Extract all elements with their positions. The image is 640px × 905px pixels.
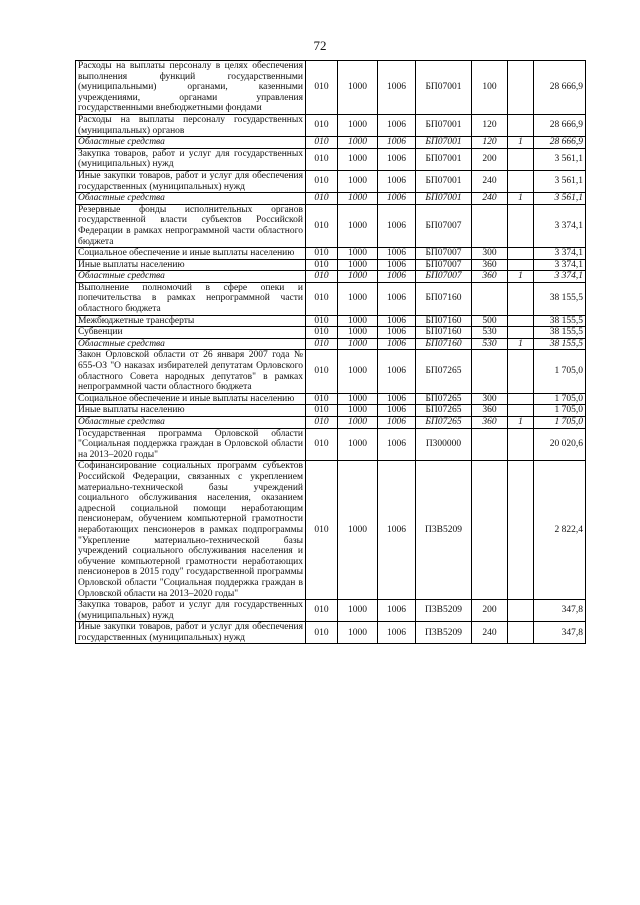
row-expense-type: 360 xyxy=(472,405,508,417)
page-number: 72 xyxy=(313,38,327,53)
row-source-code xyxy=(508,600,534,622)
row-section-code: 1000 xyxy=(338,204,378,247)
row-subsection-code: 1006 xyxy=(378,282,416,315)
row-expense-type xyxy=(472,461,508,600)
row-expense-type: 240 xyxy=(472,193,508,205)
row-grbs-code: 010 xyxy=(306,282,338,315)
row-amount: 347,8 xyxy=(534,622,586,644)
table-row xyxy=(76,193,586,205)
row-subsection-code: 1006 xyxy=(378,248,416,260)
row-expense-type: 200 xyxy=(472,148,508,170)
table-row xyxy=(76,393,586,405)
row-target-article: БП07007 xyxy=(416,259,472,271)
row-subsection-code: 1006 xyxy=(378,137,416,149)
row-section-code: 1000 xyxy=(338,148,378,170)
row-amount: 1 705,0 xyxy=(534,417,586,429)
row-amount: 28 666,9 xyxy=(534,61,586,115)
row-source-code xyxy=(508,350,534,393)
row-source-code xyxy=(508,622,534,644)
row-section-code: 1000 xyxy=(338,114,378,136)
row-grbs-code: 010 xyxy=(306,170,338,192)
row-section-code: 1000 xyxy=(338,327,378,339)
row-grbs-code: 010 xyxy=(306,204,338,247)
row-target-article: П3В5209 xyxy=(416,461,472,600)
row-grbs-code: 010 xyxy=(306,338,338,350)
table-row xyxy=(76,405,586,417)
row-grbs-code: 010 xyxy=(306,61,338,115)
row-section-code: 1000 xyxy=(338,170,378,192)
row-source-code xyxy=(508,282,534,315)
row-subsection-code: 1006 xyxy=(378,622,416,644)
row-amount: 20 020,6 xyxy=(534,428,586,461)
row-expense-type: 360 xyxy=(472,417,508,429)
row-amount: 38 155,5 xyxy=(534,327,586,339)
table-body xyxy=(76,61,586,644)
budget-table xyxy=(75,60,586,644)
row-expense-type xyxy=(472,282,508,315)
table-row xyxy=(76,114,586,136)
row-expense-type: 120 xyxy=(472,114,508,136)
row-source-code: 1 xyxy=(508,417,534,429)
row-section-code: 1000 xyxy=(338,248,378,260)
row-subsection-code: 1006 xyxy=(378,271,416,283)
row-grbs-code: 010 xyxy=(306,428,338,461)
row-grbs-code: 010 xyxy=(306,600,338,622)
row-amount: 38 155,5 xyxy=(534,282,586,315)
table-row xyxy=(76,248,586,260)
row-section-code: 1000 xyxy=(338,193,378,205)
row-amount: 3 561,1 xyxy=(534,193,586,205)
row-description: Межбюджетные трансферты xyxy=(76,315,306,327)
row-expense-type: 360 xyxy=(472,259,508,271)
row-amount: 3 561,1 xyxy=(534,148,586,170)
row-section-code: 1000 xyxy=(338,61,378,115)
row-subsection-code: 1006 xyxy=(378,327,416,339)
row-target-article: БП07001 xyxy=(416,61,472,115)
table-row xyxy=(76,338,586,350)
row-target-article: БП07160 xyxy=(416,315,472,327)
row-amount: 3 374,1 xyxy=(534,271,586,283)
row-subsection-code: 1006 xyxy=(378,204,416,247)
row-target-article: БП07007 xyxy=(416,248,472,260)
table-row xyxy=(76,148,586,170)
row-subsection-code: 1006 xyxy=(378,600,416,622)
row-target-article: БП07007 xyxy=(416,204,472,247)
row-expense-type: 240 xyxy=(472,170,508,192)
row-source-code xyxy=(508,248,534,260)
row-grbs-code: 010 xyxy=(306,193,338,205)
row-amount: 28 666,9 xyxy=(534,137,586,149)
row-section-code: 1000 xyxy=(338,428,378,461)
row-expense-type: 300 xyxy=(472,393,508,405)
row-description: Иные закупки товаров, работ и услуг для обеспечения государственных (муниципальных) нужд xyxy=(76,170,306,192)
row-section-code: 1000 xyxy=(338,282,378,315)
row-target-article: БП07001 xyxy=(416,137,472,149)
row-source-code xyxy=(508,393,534,405)
row-description: Расходы на выплаты персоналу в целях обеспечения выполнения функций государственными (муниципальными) органами, казенными учреждениями, органами управления государственными внебюджетными фондами xyxy=(76,61,306,115)
table-row xyxy=(76,327,586,339)
row-section-code: 1000 xyxy=(338,600,378,622)
row-grbs-code: 010 xyxy=(306,259,338,271)
row-subsection-code: 1006 xyxy=(378,338,416,350)
row-section-code: 1000 xyxy=(338,622,378,644)
row-amount: 38 155,5 xyxy=(534,315,586,327)
row-description: Расходы на выплаты персоналу государственных (муниципальных) органов xyxy=(76,114,306,136)
table-row xyxy=(76,61,586,115)
row-description: Иные закупки товаров, работ и услуг для обеспечения государственных (муниципальных) нужд xyxy=(76,622,306,644)
row-target-article: БП07001 xyxy=(416,114,472,136)
row-subsection-code: 1006 xyxy=(378,193,416,205)
row-expense-type: 500 xyxy=(472,315,508,327)
table-row xyxy=(76,428,586,461)
row-subsection-code: 1006 xyxy=(378,170,416,192)
row-expense-type: 200 xyxy=(472,600,508,622)
row-source-code: 1 xyxy=(508,137,534,149)
row-description: Областные средства xyxy=(76,417,306,429)
row-grbs-code: 010 xyxy=(306,248,338,260)
row-section-code: 1000 xyxy=(338,461,378,600)
row-section-code: 1000 xyxy=(338,137,378,149)
row-target-article: БП07265 xyxy=(416,405,472,417)
row-grbs-code: 010 xyxy=(306,271,338,283)
row-section-code: 1000 xyxy=(338,350,378,393)
row-amount: 3 374,1 xyxy=(534,259,586,271)
row-target-article: П3В5209 xyxy=(416,622,472,644)
row-amount: 3 374,1 xyxy=(534,204,586,247)
row-target-article: П3В5209 xyxy=(416,600,472,622)
table-row xyxy=(76,315,586,327)
table-row xyxy=(76,170,586,192)
row-expense-type: 300 xyxy=(472,248,508,260)
row-grbs-code: 010 xyxy=(306,461,338,600)
row-amount: 347,8 xyxy=(534,600,586,622)
row-source-code xyxy=(508,170,534,192)
row-source-code xyxy=(508,428,534,461)
row-subsection-code: 1006 xyxy=(378,148,416,170)
row-description: Субвенции xyxy=(76,327,306,339)
row-amount: 3 561,1 xyxy=(534,170,586,192)
row-grbs-code: 010 xyxy=(306,622,338,644)
table-row xyxy=(76,204,586,247)
row-subsection-code: 1006 xyxy=(378,61,416,115)
row-expense-type xyxy=(472,204,508,247)
row-target-article: БП07160 xyxy=(416,338,472,350)
row-source-code xyxy=(508,148,534,170)
row-description: Выполнение полномочий в сфере опеки и попечительства в рамках непрограммной части областного бюджета xyxy=(76,282,306,315)
row-grbs-code: 010 xyxy=(306,148,338,170)
row-grbs-code: 010 xyxy=(306,393,338,405)
row-target-article: БП07160 xyxy=(416,282,472,315)
row-grbs-code: 010 xyxy=(306,137,338,149)
row-target-article: БП07007 xyxy=(416,271,472,283)
row-description: Софинансирование социальных программ субъектов Российской Федерации, связанных с укреплением материально-технической базы учреждений социального обслуживания населения, оказанием адресной социальной помощи неработающим пенсионерам, обучением компьютерной грамотности неработающих пенсионеров в рамках подпрограммы "Укрепление материально-технической базы учреждений социального обслуживания населения и обучение компьютерной грамотности неработающих пенсионеров в 2015 году" государственной программы Орловской области "Социальная поддержка граждан в Орловской области на 2013–2020 годы" xyxy=(76,461,306,600)
row-subsection-code: 1006 xyxy=(378,350,416,393)
row-source-code: 1 xyxy=(508,193,534,205)
row-section-code: 1000 xyxy=(338,271,378,283)
row-description: Областные средства xyxy=(76,193,306,205)
table-row xyxy=(76,600,586,622)
row-target-article: П300000 xyxy=(416,428,472,461)
row-section-code: 1000 xyxy=(338,315,378,327)
row-description: Иные выплаты населению xyxy=(76,259,306,271)
row-subsection-code: 1006 xyxy=(378,114,416,136)
row-grbs-code: 010 xyxy=(306,417,338,429)
row-expense-type xyxy=(472,428,508,461)
row-description: Областные средства xyxy=(76,137,306,149)
row-source-code: 1 xyxy=(508,338,534,350)
table-row xyxy=(76,282,586,315)
row-subsection-code: 1006 xyxy=(378,393,416,405)
table-row xyxy=(76,137,586,149)
row-description: Иные выплаты населению xyxy=(76,405,306,417)
row-amount: 28 666,9 xyxy=(534,114,586,136)
row-amount: 2 822,4 xyxy=(534,461,586,600)
row-expense-type: 240 xyxy=(472,622,508,644)
row-description: Закупка товаров, работ и услуг для государственных (муниципальных) нужд xyxy=(76,148,306,170)
row-expense-type: 100 xyxy=(472,61,508,115)
row-description: Социальное обеспечение и иные выплаты населению xyxy=(76,393,306,405)
row-description: Закупка товаров, работ и услуг для государственных (муниципальных) нужд xyxy=(76,600,306,622)
table-row xyxy=(76,271,586,283)
row-source-code xyxy=(508,204,534,247)
row-grbs-code: 010 xyxy=(306,327,338,339)
row-target-article: БП07265 xyxy=(416,417,472,429)
row-source-code: 1 xyxy=(508,271,534,283)
table-row xyxy=(76,350,586,393)
row-subsection-code: 1006 xyxy=(378,315,416,327)
table-row xyxy=(76,461,586,600)
row-source-code xyxy=(508,315,534,327)
row-expense-type: 530 xyxy=(472,327,508,339)
row-subsection-code: 1006 xyxy=(378,417,416,429)
row-subsection-code: 1006 xyxy=(378,405,416,417)
row-expense-type: 120 xyxy=(472,137,508,149)
row-source-code xyxy=(508,61,534,115)
row-expense-type: 360 xyxy=(472,271,508,283)
row-subsection-code: 1006 xyxy=(378,259,416,271)
row-section-code: 1000 xyxy=(338,393,378,405)
row-source-code xyxy=(508,327,534,339)
row-subsection-code: 1006 xyxy=(378,461,416,600)
row-grbs-code: 010 xyxy=(306,350,338,393)
row-section-code: 1000 xyxy=(338,338,378,350)
row-section-code: 1000 xyxy=(338,417,378,429)
row-grbs-code: 010 xyxy=(306,405,338,417)
row-source-code xyxy=(508,405,534,417)
row-amount: 3 374,1 xyxy=(534,248,586,260)
row-expense-type: 530 xyxy=(472,338,508,350)
row-section-code: 1000 xyxy=(338,259,378,271)
row-source-code xyxy=(508,461,534,600)
row-source-code xyxy=(508,114,534,136)
row-target-article: БП07160 xyxy=(416,327,472,339)
row-description: Областные средства xyxy=(76,338,306,350)
row-target-article: БП07265 xyxy=(416,393,472,405)
row-description: Социальное обеспечение и иные выплаты населению xyxy=(76,248,306,260)
row-amount: 1 705,0 xyxy=(534,350,586,393)
row-target-article: БП07001 xyxy=(416,193,472,205)
row-amount: 38 155,5 xyxy=(534,338,586,350)
row-description: Резервные фонды исполнительных органов государственной власти субъектов Российской Федерации в рамках непрограммной части областного бюджета xyxy=(76,204,306,247)
row-section-code: 1000 xyxy=(338,405,378,417)
row-target-article: БП07265 xyxy=(416,350,472,393)
row-subsection-code: 1006 xyxy=(378,428,416,461)
table-row xyxy=(76,259,586,271)
row-target-article: БП07001 xyxy=(416,170,472,192)
row-description: Областные средства xyxy=(76,271,306,283)
table-row xyxy=(76,417,586,429)
table-row xyxy=(76,622,586,644)
row-expense-type xyxy=(472,350,508,393)
row-description: Государственная программа Орловской области "Социальная поддержка граждан в Орловской области на 2013–2020 годы" xyxy=(76,428,306,461)
row-amount: 1 705,0 xyxy=(534,405,586,417)
row-description: Закон Орловской области от 26 января 2007 года № 655-ОЗ "О наказах избирателей депутатам Орловского областного Совета народных депутатов" в рамках непрограммной части областного бюджета xyxy=(76,350,306,393)
row-source-code xyxy=(508,259,534,271)
row-target-article: БП07001 xyxy=(416,148,472,170)
row-grbs-code: 010 xyxy=(306,315,338,327)
row-amount: 1 705,0 xyxy=(534,393,586,405)
row-grbs-code: 010 xyxy=(306,114,338,136)
